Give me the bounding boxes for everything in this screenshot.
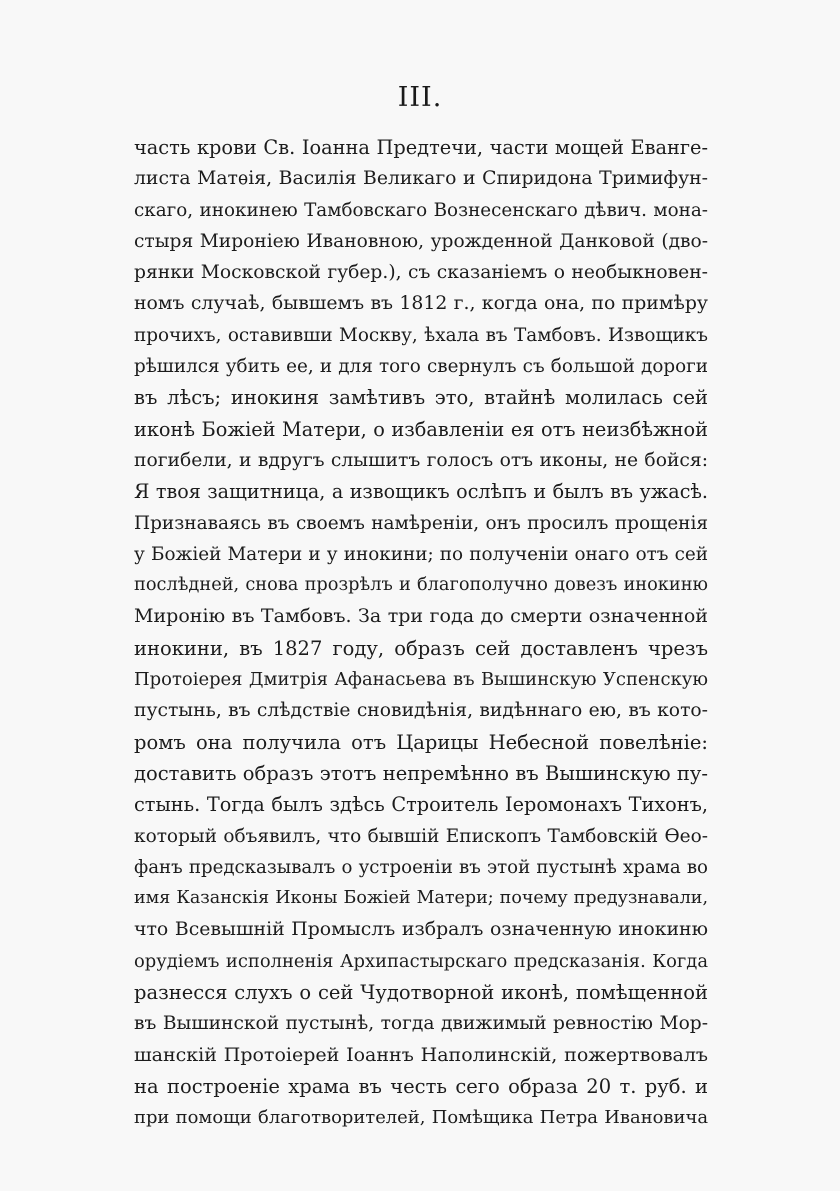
text-line: часть крови Св. Іоанна Предтечи, части мощей Еванге- [134,136,708,159]
text-line: погибели, и вдругъ слышитъ голосъ отъ иконы, не бойся: [134,449,708,471]
text-line: стыря Мироніею Ивановною, урожденной Данковой (дво- [134,230,708,252]
page-number: III. [397,82,443,113]
text-line: шанскій Протоіерей Іоаннъ Наполинскій, пожертвовалъ [134,1043,708,1066]
body-text [134,132,708,1134]
text-line: прочихъ, оставивши Москву, ѣхала въ Тамбовъ. Извощикъ [134,324,708,346]
text-line: доставить образъ этотъ непремѣнно въ Вышинскую пу- [134,761,708,785]
text-line: при помощи благотворителей, Помѣщика Петра Ивановича [134,1107,708,1129]
text-line: ромъ она получила отъ Царицы Небесной повелѣніе: [134,730,708,754]
text-line: Я твоя защитница, а извощикъ ослѣпъ и былъ въ ужасѣ. [134,480,708,504]
text-line: номъ случаѣ, бывшемъ въ 1812 г., когда она, по примѣру [134,293,708,315]
text-line: разнесся слухъ о сей Чудотворной иконѣ, помѣщенной [134,981,708,1005]
text-line: листа Матѳія, Василія Великаго и Спиридона Тримифун- [134,168,708,190]
text-line: что Всевышній Промыслъ избралъ означенную инокиню [134,919,708,941]
text-line: на построеніе храма въ честь сего образа 20 т. руб. и [134,1074,708,1098]
text-line: послѣдней, снова прозрѣлъ и благополучно довезъ инокиню [134,575,708,596]
text-line: фанъ предсказывалъ о устроеніи въ этой пустынѣ храма во [134,856,708,878]
text-line: орудіемъ исполненія Архипастырскаго предсказанія. Когда [134,950,708,972]
text-line: Миронію въ Тамбовъ. За три года до смерти означенной [134,605,708,628]
text-line: рянки Московской губер.), съ сказаніемъ о необыкновен- [134,262,708,284]
text-line: стынь. Тогда былъ здѣсь Строитель Іеромонахъ Тихонъ, [134,793,708,817]
text-line: Протоіерея Дмитрія Афанасьева въ Вышинскую Успенскую [134,669,708,691]
text-line: пустынь, въ слѣдствіе сновидѣнія, видѣннаго ею, въ кото- [134,700,708,722]
text-line: рѣшился убить ее, и для того свернулъ съ большой дороги [134,356,708,378]
text-line: въ Вышинской пустынѣ, тогда движимый ревностію Мор- [134,1013,708,1035]
text-line: инокини, въ 1827 году, образъ сей доставленъ чрезъ [134,636,708,660]
text-line: Признаваясь въ своемъ намѣреніи, онъ просилъ прощенія [134,512,708,534]
text-line: въ лѣсъ; инокиня замѣтивъ это, втайнѣ молилась сей [134,386,708,410]
text-line: который объявилъ, что бывшій Епископъ Тамбовскій Ѳео- [134,825,708,847]
text-line: иконѣ Божіей Матери, о избавленіи ея отъ неизбѣжной [134,417,708,441]
text-line: скаго, инокинею Тамбовскаго Вознесенскаго дѣвич. мона- [134,199,708,221]
text-line: имя Казанскія Иконы Божіей Матери; почему предузнавали, [134,888,708,909]
text-line: у Божіей Матери и у инокини; по полученіи онаго отъ сей [134,543,708,565]
